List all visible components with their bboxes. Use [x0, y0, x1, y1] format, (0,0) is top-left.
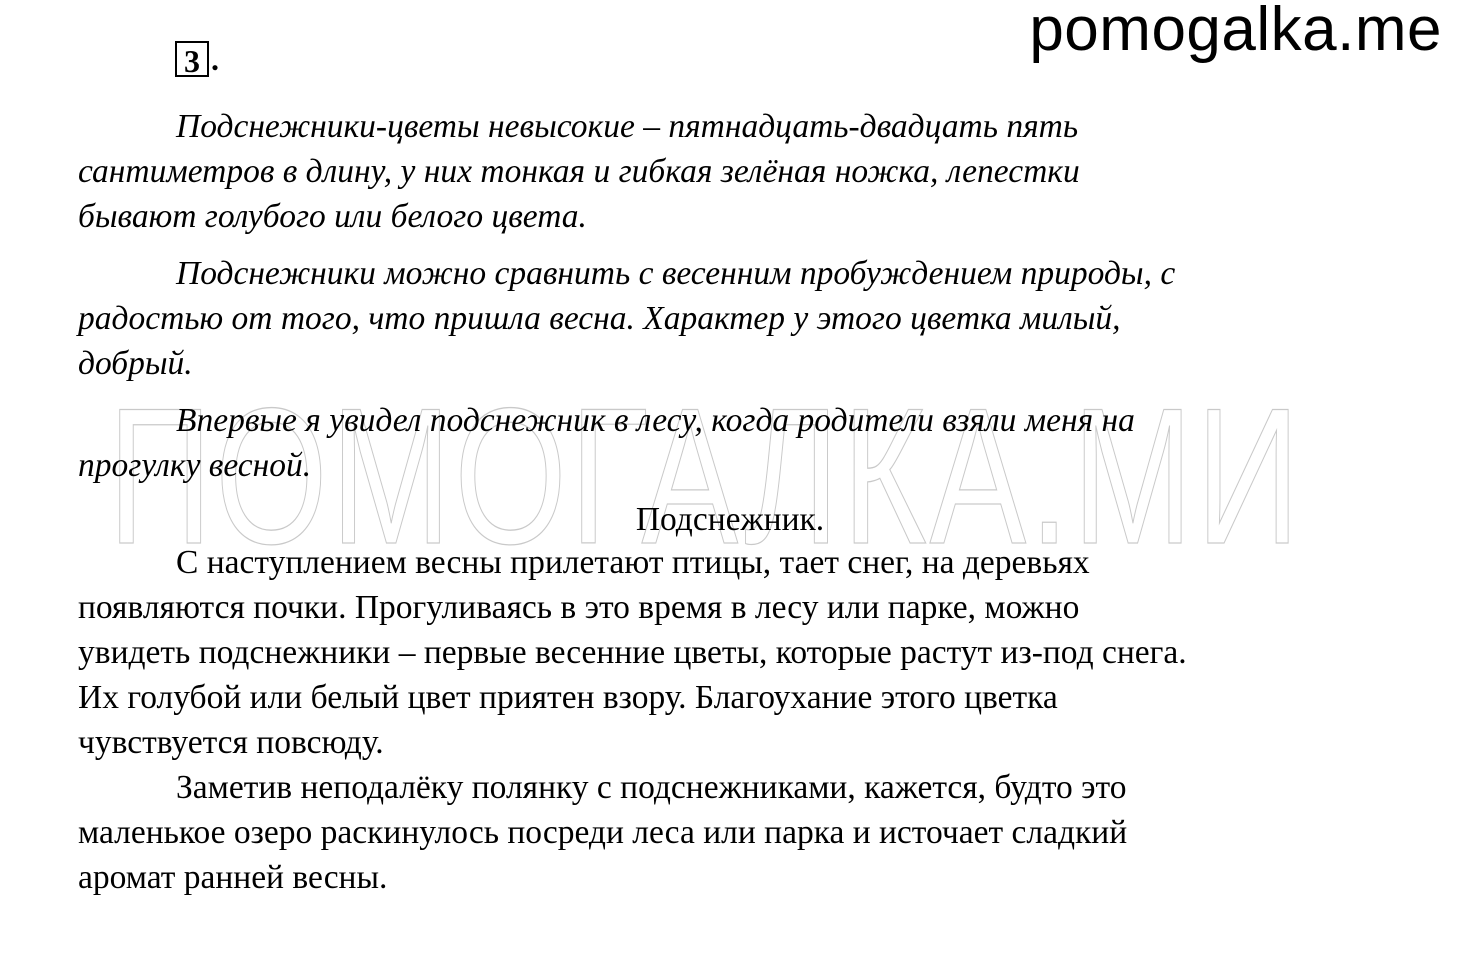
essay-paragraph-2	[78, 765, 1388, 900]
task-number-dot: .	[211, 41, 219, 77]
text-line: увидеть подснежники – первые весенние цветы, которые растут из-под снега.	[78, 634, 1187, 671]
answer-paragraph-3	[78, 398, 1388, 488]
site-brand: pomogalka.me	[1029, 0, 1442, 64]
text-line: Впервые я увидел подснежник в лесу, когда родители взяли меня на	[176, 402, 1135, 439]
text-line: чувствуется повсюду.	[78, 724, 384, 761]
essay-paragraph-1	[78, 540, 1388, 765]
text-line: Подснежники можно сравнить с весенним пробуждением природы, с	[176, 255, 1176, 292]
essay-title: Подснежник.	[635, 501, 825, 538]
text-line: прогулку весной.	[78, 447, 312, 484]
text-line: Заметив неподалёку полянку с подснежниками, кажется, будто это	[176, 769, 1127, 806]
task-number	[175, 41, 219, 77]
text-line: радостью от того, что пришла весна. Характер у этого цветка милый,	[78, 300, 1121, 337]
text-line: маленькое озеро раскинулось посреди леса или парка и источает сладкий	[78, 814, 1128, 851]
task-number-box: 3	[175, 41, 209, 77]
text-line: аромат ранней весны.	[78, 859, 388, 896]
text-line: сантиметров в длину, у них тонкая и гибкая зелёная ножка, лепестки	[78, 153, 1080, 190]
text-line: бывают голубого или белого цвета.	[78, 198, 587, 235]
answer-paragraph-1	[78, 104, 1388, 239]
text-line: появляются почки. Прогуливаясь в это время в лесу или парке, можно	[78, 589, 1080, 626]
answer-paragraph-2	[78, 251, 1388, 386]
text-line: Подснежники-цветы невысокие – пятнадцать-двадцать пять	[176, 108, 1079, 145]
document-body	[78, 104, 1388, 900]
watermark-text: ПОМОГАЛКА.МИ	[108, 385, 1303, 555]
text-line: Их голубой или белый цвет приятен взору. Благоухание этого цветка	[78, 679, 1058, 716]
text-line: С наступлением весны прилетают птицы, тает снег, на деревьях	[176, 544, 1090, 581]
text-line: добрый.	[78, 345, 193, 382]
